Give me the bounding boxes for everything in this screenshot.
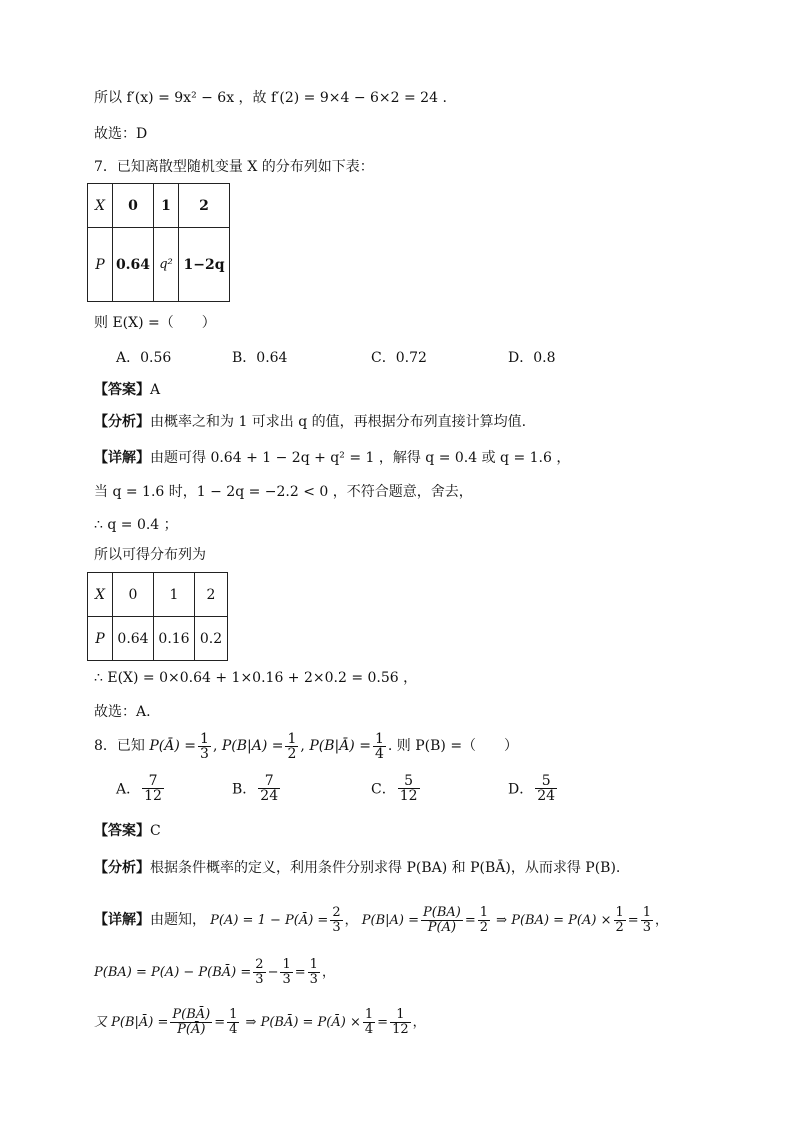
q8-pba: P(B|A) = [221, 738, 284, 754]
table2-cell: 0.16 [154, 617, 195, 661]
fraction-1-2: $\frac{1}{2}$ [479, 905, 489, 935]
table1-cell: 0.64 [113, 228, 154, 302]
fraction-1-4: $\frac{1}{4}$ [374, 730, 384, 762]
q7-case: 当 q = 1.6 时，1 − 2q = −2.2 < 0 ，不符合题意，舍去， [94, 484, 473, 500]
answer-tag: 【答案】 [94, 823, 150, 839]
table2-cell: 2 [195, 573, 228, 617]
text-line-derivative: 所以 f′(x) = 9x² − 6x ，故 f′(2) = 9×4 − 6×2 = 24 . [94, 90, 447, 106]
fraction-1-2: $\frac{1}{2}$ [287, 730, 297, 762]
fraction-1-4: $\frac{1}{4}$ [229, 1007, 238, 1037]
option-value: 0.64 [256, 350, 288, 366]
question-7-stem: 7．已知离散型随机变量 X 的分布列如下表： [94, 159, 374, 175]
q8-detail-2: P(BA) = P(A) − P(BĀ) = $\frac{2}{3}$ − $\frac{1}{3}$ = $\frac{1}{3}$ ， [94, 957, 335, 987]
option-label: B． [232, 350, 257, 366]
table2-cell: P [88, 617, 113, 661]
question-8-stem: 8．已知 P(Ā) = $\frac{1}{3}$ , P(B|A) = $\frac{1}{2}$ , P(B|Ā) = $\frac{1}{4}$ . 则 P(B) =（ ） [94, 730, 519, 762]
text-line-choose-d: 故选：D [94, 126, 148, 142]
q8-option-d: D． $\frac{5}{24}$ [508, 773, 556, 804]
q8-pbna: P(B|Ā) = [309, 738, 371, 754]
detail-intro: 由题知， [150, 912, 206, 928]
q8-ask: 则 P(B) =（ ） [396, 738, 519, 754]
math-implies: ⇒ P(BA) = P(A) × [496, 913, 612, 928]
option-value: 0.56 [140, 350, 172, 366]
fraction-1-12: $\frac{1}{12}$ [392, 1007, 409, 1037]
detail-text: 由题可得 0.64 + 1 − 2q + q² = 1 ，解得 q = 0.4 或 q = 1.6 ， [150, 450, 571, 466]
math-pbna: 又 P(B|Ā) = [94, 1015, 169, 1030]
q8-detail-1: 【详解】由题知， P(A) = 1 − P(Ā) = $\frac{2}{3}$ ， P(B|A) = $\frac{P(BA)}{P(A)}$ = $\frac{1}{2}$ ⇒ P(BA) = P(A) × $\frac{1}{2}$ = $\frac{1}{3}$ ， [94, 905, 668, 935]
fraction-1-3: $\frac{1}{3}$ [200, 730, 209, 762]
analysis-tag: 【分析】 [94, 414, 150, 430]
analysis-text: 由概率之和为 1 可求出 q 的值，再根据分布列直接计算均值. [150, 414, 527, 430]
q8-option-b: B． $\frac{7}{24}$ [232, 773, 279, 804]
math-implies-2: ⇒ P(BĀ) = P(Ā) × [245, 1015, 361, 1030]
option-label: B． [232, 781, 257, 798]
table1-cell: 1−2q [179, 228, 230, 302]
table2-cell: 1 [154, 573, 195, 617]
fraction-pba-pa: $\frac{P(BA)}{P(A)}$ [423, 905, 461, 935]
q7-therefore: ∴ q = 0.4 ； [94, 517, 178, 533]
table1-cell: X [88, 184, 113, 228]
analysis-tag: 【分析】 [94, 860, 150, 876]
table1-cell: 2 [179, 184, 230, 228]
table2-cell: 0 [113, 573, 154, 617]
distribution-table-2 [87, 572, 228, 661]
math-pba: P(B|A) = [361, 913, 419, 928]
fraction-1-3: $\frac{1}{3}$ [309, 957, 318, 987]
fraction-1-3: $\frac{1}{3}$ [642, 905, 651, 935]
q8-prefix: 8．已知 [94, 738, 145, 754]
fraction-1-3: $\frac{1}{3}$ [282, 957, 291, 987]
q8-option-a: A． $\frac{7}{12}$ [116, 773, 162, 804]
answer-value: C [150, 823, 161, 839]
fraction-2-3: $\frac{2}{3}$ [255, 957, 264, 987]
answer-tag: 【答案】 [94, 382, 150, 398]
table1-cell: P [88, 228, 113, 302]
distribution-table-1 [87, 183, 230, 302]
q7-option-a [116, 347, 171, 367]
option-value: 0.8 [533, 350, 556, 366]
table2-cell: 0.2 [195, 617, 228, 661]
math-pba-diff: P(BA) = P(A) − P(BĀ) = [94, 965, 252, 980]
q7-so: 所以可得分布列为 [94, 547, 206, 563]
fraction-1-2: $\frac{1}{2}$ [615, 905, 624, 935]
option-label: D． [508, 350, 534, 366]
option-label: A． [116, 350, 141, 366]
fraction-1-4: $\frac{1}{4}$ [364, 1007, 374, 1037]
q7-answer [94, 380, 160, 400]
table2-cell: X [88, 573, 113, 617]
q7-analysis [94, 412, 526, 432]
q8-answer [94, 821, 161, 841]
q8-option-c: C． $\frac{5}{12}$ [371, 773, 418, 804]
option-label: C． [371, 350, 396, 366]
option-label: D． [508, 781, 534, 798]
q7-detail [94, 448, 570, 468]
q7-option-d [508, 347, 556, 367]
answer-value: A [150, 382, 161, 398]
table1-cell: q² [154, 228, 179, 302]
q8-analysis [94, 858, 620, 878]
table1-cell: 1 [154, 184, 179, 228]
fraction-2-3: $\frac{2}{3}$ [332, 905, 341, 935]
math-pa: P(A) = 1 − P(Ā) = [210, 913, 329, 928]
detail-tag: 【详解】 [94, 450, 150, 466]
option-label: A． [116, 781, 141, 798]
fraction-pbna-pna: $\frac{P(BĀ)}{P(Ā)}$ [172, 1007, 211, 1037]
q7-expectation: ∴ E(X) = 0×0.64 + 1×0.16 + 2×0.2 = 0.56 ， [94, 670, 418, 686]
question-7-ask: 则 E(X) =（ ） [94, 315, 216, 331]
q8-detail-3: 又 P(B|Ā) = $\frac{P(BĀ)}{P(Ā)}$ = $\frac{1}{4}$ ⇒ P(BĀ) = P(Ā) × $\frac{1}{4}$ = $\frac{1}{12}$ ， [94, 1007, 426, 1037]
q7-option-b [232, 347, 287, 367]
q7-choose: 故选：A. [94, 704, 151, 720]
analysis-text: 根据条件概率的定义，利用条件分别求得 P(BA) 和 P(BĀ)，从而求得 P(B). [150, 860, 621, 876]
table2-cell: 0.64 [113, 617, 154, 661]
q7-option-c [371, 347, 427, 367]
detail-tag: 【详解】 [94, 912, 150, 928]
table1-cell: 0 [113, 184, 154, 228]
q8-pa: P(Ā) = [149, 738, 197, 754]
option-label: C． [371, 781, 396, 798]
option-value: 0.72 [395, 350, 427, 366]
